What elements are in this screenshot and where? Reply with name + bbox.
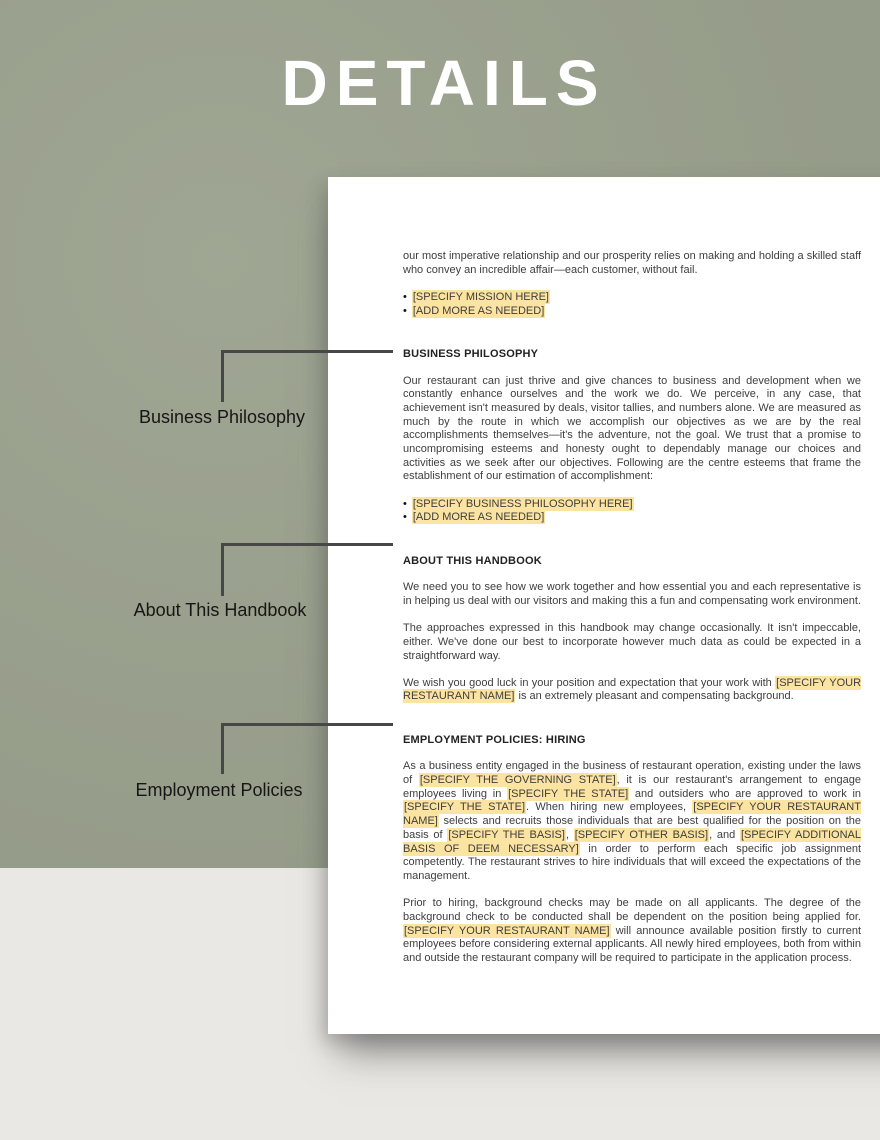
bullet-item <box>403 305 861 319</box>
text-run: our most imperative relationship and our prosperity relies on making and holding a skilled staff who convey an incredible affair—each customer, without fail. <box>403 250 861 276</box>
placeholder-field: [SPECIFY MISSION HERE] <box>412 290 549 303</box>
document-body <box>328 177 861 966</box>
bullet-item <box>403 498 861 512</box>
document-paragraph <box>403 581 861 608</box>
text-run: selects and recruits those individuals that are best qualified for the position on the basis of <box>403 815 861 841</box>
text-run: , <box>565 828 574 841</box>
text-run: Our restaurant can just thrive and give chances to business and development when we constantly enhance ourselves and the work we do. We perceive, in any case, that achievement isn't measured by deals, visitor tallies, and numbers alone. We are measured as much by the route in which we accomplish our objectives as we are by the real accomplishments themselves—it's the adventure, not the goal. We trust that a promise to uncompromising esteems and honesty ought to dependably manage our choices and activities as we seek after our objectives. Following are the centre esteems that frame the establishment of our estimation of accomplishment: <box>403 374 861 483</box>
placeholder-bullet-list <box>403 498 861 525</box>
text-run: The approaches expressed in this handbook may change occasionally. It isn't impeccable, either. We've done our best to incorporate however much data as could be expected in a straightforward way. <box>403 622 861 662</box>
text-run: We wish you good luck in your position and expectation that your work with <box>403 676 776 689</box>
callout-connector-employment-policies-horizontal <box>221 723 393 726</box>
text-run: , it is our restaurant's arrangement to engage employees living in <box>403 774 862 800</box>
document-paragraph <box>403 375 861 485</box>
text-run: is an extremely pleasant and compensating background. <box>515 690 794 703</box>
placeholder-field: [SPECIFY THE BASIS] <box>448 828 565 841</box>
section-heading: ABOUT THIS HANDBOOK <box>403 555 542 568</box>
text-run: , and <box>709 828 740 841</box>
placeholder-field: [SPECIFY THE STATE] <box>404 801 526 814</box>
text-run: . When hiring new employees, <box>526 801 693 814</box>
callout-connector-business-philosophy-horizontal <box>221 350 393 353</box>
document-paragraph <box>403 622 861 663</box>
placeholder-field: [SPECIFY THE STATE] <box>508 787 629 800</box>
document-paragraph <box>403 897 861 966</box>
callout-label-about-this-handbook: About This Handbook <box>133 600 307 620</box>
placeholder-field: [SPECIFY THE GOVERNING STATE] <box>419 774 616 787</box>
placeholder-field: [SPECIFY YOUR RESTAURANT NAME] <box>403 801 861 828</box>
document-paragraph <box>403 760 861 883</box>
section-heading: EMPLOYMENT POLICIES: HIRING <box>403 734 586 747</box>
placeholder-field: [ADD MORE AS NEEDED] <box>412 511 545 524</box>
callout-connector-employment-policies-vertical <box>221 723 224 774</box>
document-paragraph <box>403 677 861 704</box>
page-title: DETAILS <box>281 47 607 119</box>
document-page <box>328 177 880 1034</box>
placeholder-field: [SPECIFY OTHER BASIS] <box>574 828 709 841</box>
placeholder-field: [SPECIFY YOUR RESTAURANT NAME] <box>403 676 862 703</box>
callout-label-business-philosophy: Business Philosophy <box>138 407 306 427</box>
bullet-item <box>403 511 861 525</box>
placeholder-field: [SPECIFY ADDITIONAL BASIS OF DEEM NECESSARY] <box>403 828 861 855</box>
text-run: will announce available position firstly to current employees before considering external applicants. All newly hired employees, both from within and outside the restaurant company will be required to participate in the application process. <box>403 924 862 965</box>
section-heading: BUSINESS PHILOSOPHY <box>403 348 539 361</box>
placeholder-field: [SPECIFY YOUR RESTAURANT NAME] <box>404 924 610 937</box>
text-run: in order to perform each specific job assignment competently. The restaurant strives to hire individuals that will exceed the expectations of the management. <box>403 842 861 882</box>
bullet-item <box>403 291 861 305</box>
document-paragraph <box>403 250 861 277</box>
callout-label-employment-policies: Employment Policies <box>135 780 303 800</box>
callout-connector-about-this-handbook-horizontal <box>221 543 393 546</box>
placeholder-field: [ADD MORE AS NEEDED] <box>412 304 545 317</box>
text-run: As a business entity engaged in the business of restaurant operation, existing under the laws of <box>403 760 861 787</box>
callout-connector-business-philosophy-vertical <box>221 350 224 402</box>
callout-connector-about-this-handbook-vertical <box>221 543 224 596</box>
text-run: We need you to see how we work together and how essential you and each representative is in helping us deal with our visitors and making this a fun and compensating work environment. <box>403 581 861 607</box>
placeholder-field: [SPECIFY BUSINESS PHILOSOPHY HERE] <box>412 497 633 510</box>
text-run: Prior to hiring, background checks may be made on all applicants. The degree of the background check to be conducted shall be dependent on the position being applied for. <box>403 897 861 923</box>
placeholder-bullet-list <box>403 291 861 318</box>
text-run: and outsiders who are approved to work in <box>629 787 861 800</box>
